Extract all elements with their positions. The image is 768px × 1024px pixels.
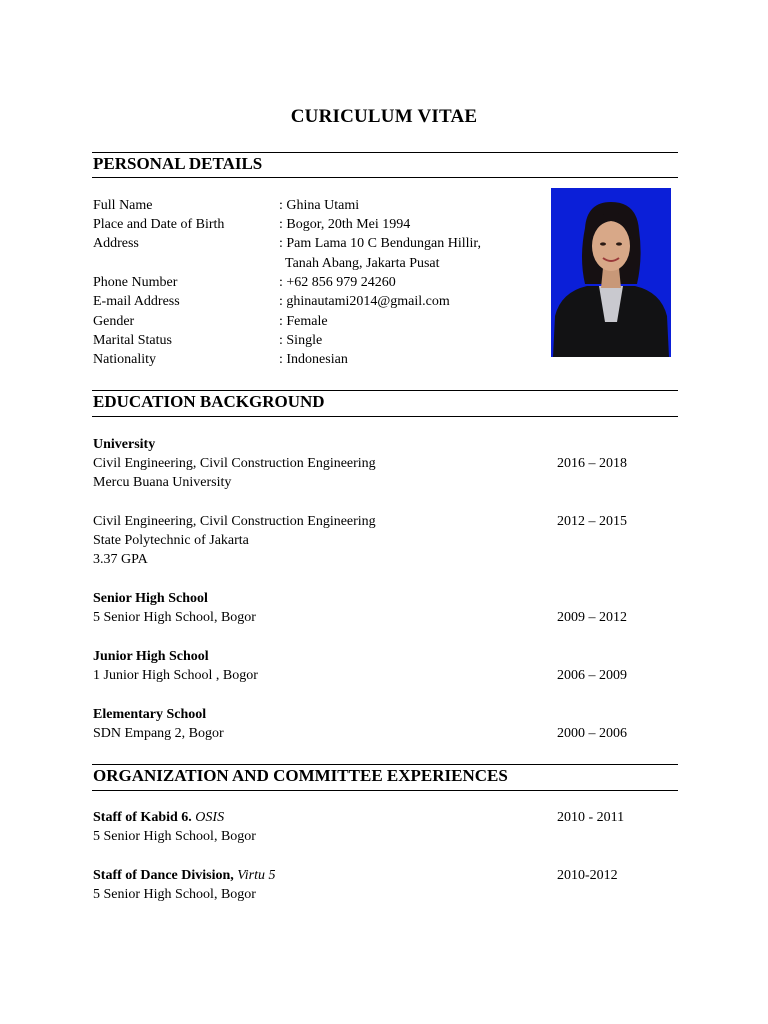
email-value: : ghinautami2014@gmail.com: [279, 294, 450, 309]
section-organization-title: ORGANIZATION AND COMMITTEE EXPERIENCES: [93, 766, 508, 785]
uni-1-program: Civil Engineering, Civil Construction Engineering: [93, 456, 376, 471]
document-title: CURICULUM VITAE: [290, 106, 478, 127]
uni-1-school: Mercu Buana University: [93, 475, 232, 490]
birth-value: : Bogor, 20th Mei 1994: [279, 217, 411, 232]
org-2-school: 5 Senior High School, Bogor: [93, 887, 256, 902]
university-heading: University: [93, 437, 156, 452]
nationality-value: : Indonesian: [279, 352, 348, 367]
section-education-background: [92, 390, 678, 417]
org-2-role: Staff of Dance Division,: [93, 868, 234, 883]
elementary-years: 2000 – 2006: [557, 726, 627, 741]
section-personal-details: [92, 152, 678, 178]
address-value-line-2: Tanah Abang, Jakarta Pusat: [285, 256, 440, 271]
org-1-organization: OSIS: [195, 810, 225, 825]
address-value-line-1: : Pam Lama 10 C Bendungan Hillir,: [279, 236, 482, 251]
uni-2-gpa: 3.37 GPA: [93, 552, 148, 567]
junior-high-school: 1 Junior High School , Bogor: [93, 668, 258, 683]
org-1-title: [93, 808, 224, 827]
org-2-title: [93, 866, 276, 885]
full-name-label: Full Name: [93, 198, 153, 213]
junior-high-years: 2006 – 2009: [557, 668, 627, 683]
org-2-years: 2010-2012: [557, 868, 618, 883]
org-1-years: 2010 - 2011: [557, 810, 625, 825]
marital-status-label: Marital Status: [93, 333, 172, 348]
senior-high-school: 5 Senior High School, Bogor: [93, 610, 256, 625]
gender-value: : Female: [279, 314, 328, 329]
gender-label: Gender: [93, 314, 135, 329]
org-1-role: Staff of Kabid 6: [93, 810, 189, 825]
full-name-value: : Ghina Utami: [279, 198, 360, 213]
marital-status-value: : Single: [279, 333, 323, 348]
profile-photo: [551, 188, 671, 357]
section-personal-title: PERSONAL DETAILS: [93, 154, 263, 173]
org-1-separator: .: [188, 810, 196, 825]
section-organization-experiences: [92, 764, 678, 791]
org-1-school: 5 Senior High School, Bogor: [93, 829, 256, 844]
phone-value: : +62 856 979 24260: [279, 275, 396, 290]
uni-2-years: 2012 – 2015: [557, 514, 627, 529]
email-label: E-mail Address: [93, 294, 180, 309]
junior-high-heading: Junior High School: [93, 649, 209, 664]
profile-photo-illustration: [551, 188, 671, 357]
senior-high-years: 2009 – 2012: [557, 610, 627, 625]
uni-2-program: Civil Engineering, Civil Construction Engineering: [93, 514, 376, 529]
org-2-organization: Virtu 5: [237, 868, 276, 883]
birth-label: Place and Date of Birth: [93, 217, 225, 232]
elementary-school: SDN Empang 2, Bogor: [93, 726, 224, 741]
uni-1-years: 2016 – 2018: [557, 456, 627, 471]
section-education-title: EDUCATION BACKGROUND: [93, 392, 325, 411]
address-label: Address: [93, 236, 139, 251]
senior-high-heading: Senior High School: [93, 591, 208, 606]
nationality-label: Nationality: [93, 352, 156, 367]
elementary-heading: Elementary School: [93, 707, 207, 722]
uni-2-school: State Polytechnic of Jakarta: [93, 533, 249, 548]
phone-label: Phone Number: [93, 275, 178, 290]
